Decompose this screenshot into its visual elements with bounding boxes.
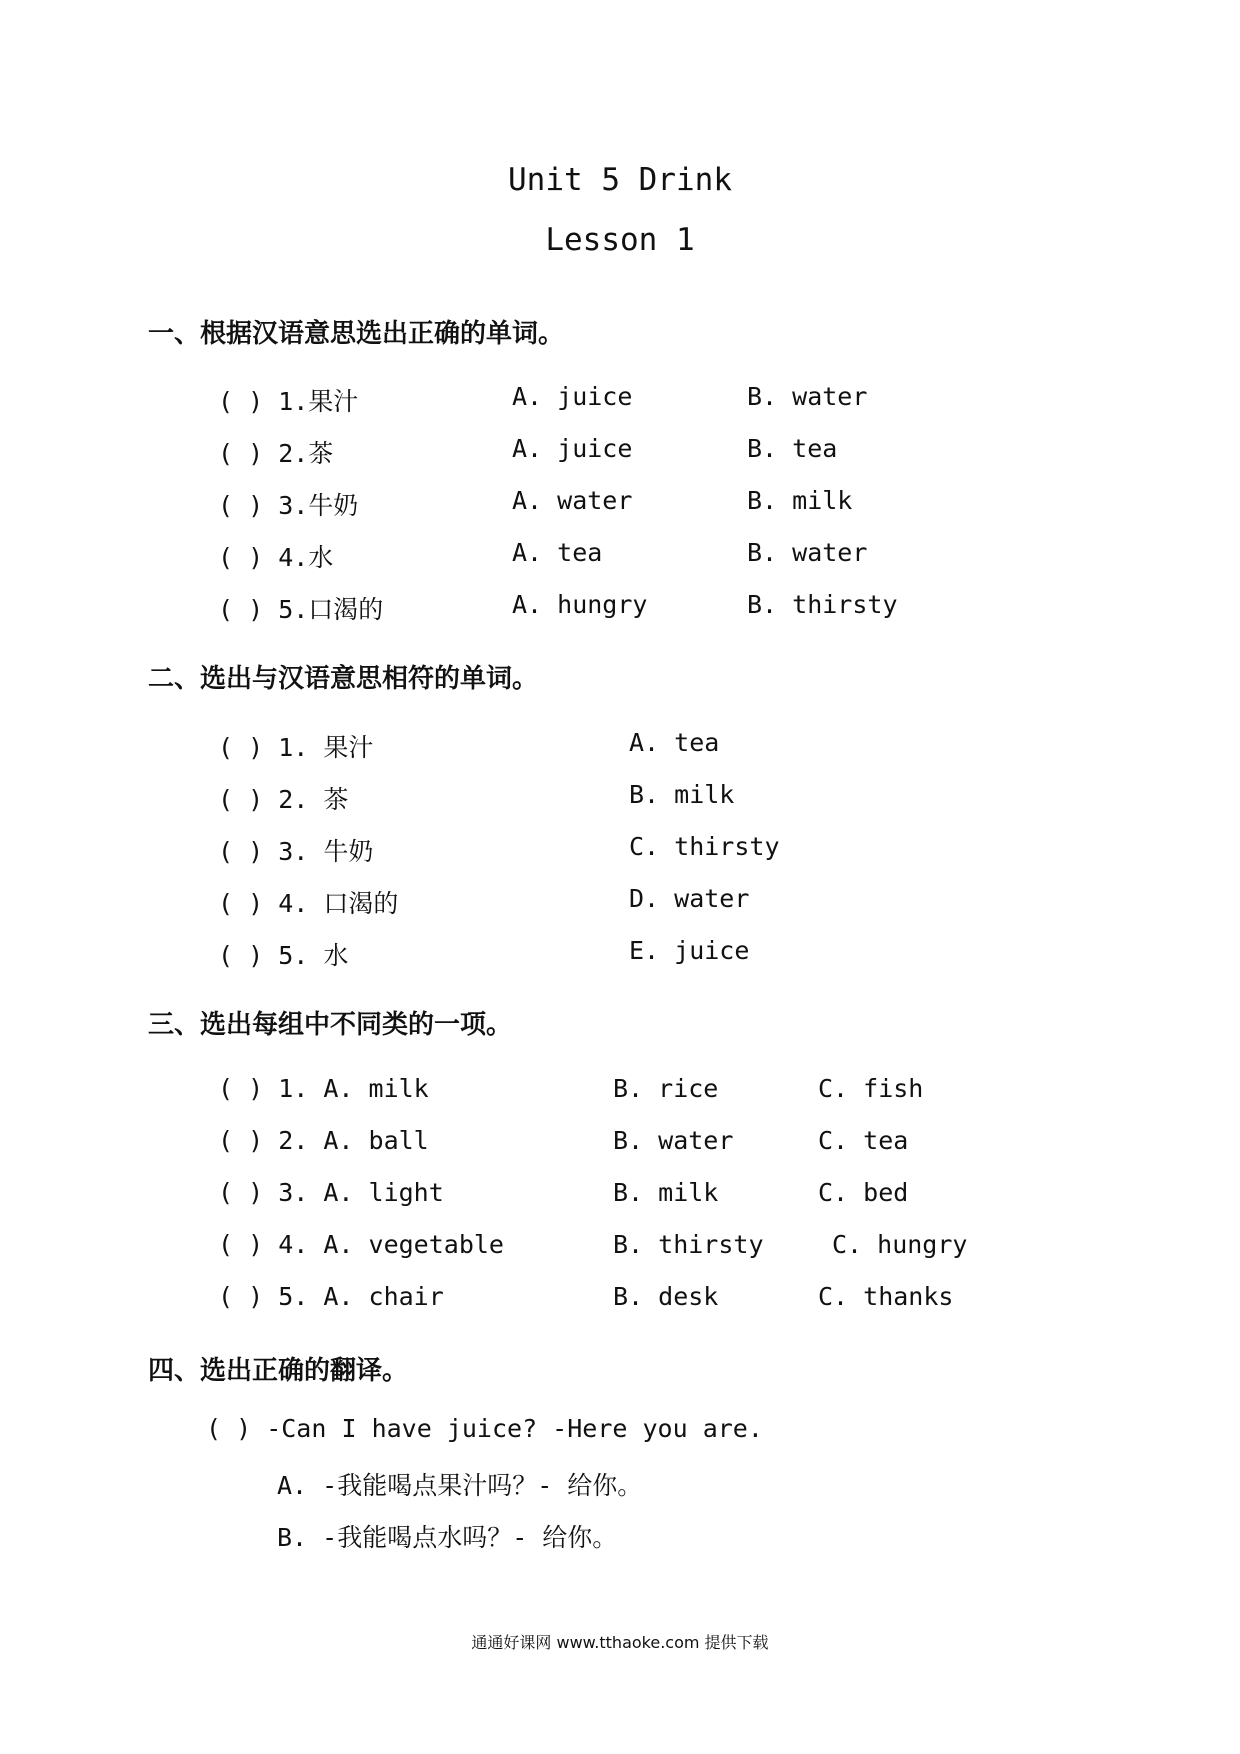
footer-source: 通通好课网 www.tthaoke.com 提供下载 bbox=[471, 1633, 769, 1652]
s1-q4: ( ) 4.水 bbox=[218, 543, 334, 572]
s4-option-b: B. -我能喝点水吗？- 给你。 bbox=[277, 1523, 618, 1552]
s3-q1-c: C. fish bbox=[818, 1074, 924, 1103]
s3-q1: ( ) 1. A. milk bbox=[218, 1074, 429, 1103]
s3-q5-c: C. thanks bbox=[818, 1282, 954, 1311]
s2-q1: ( ) 1. 果汁 bbox=[218, 733, 374, 762]
s4-option-a: A. -我能喝点果汁吗？- 给你。 bbox=[277, 1471, 643, 1500]
s2-opt-a: A. tea bbox=[629, 728, 720, 757]
section-3-heading: 三、选出每组中不同类的一项。 bbox=[148, 1010, 513, 1040]
s1-q1: ( ) 1.果汁 bbox=[218, 387, 359, 416]
s3-q5-b: B. desk bbox=[613, 1282, 719, 1311]
s3-q2: ( ) 2. A. ball bbox=[218, 1126, 429, 1155]
s1-q3: ( ) 3.牛奶 bbox=[218, 491, 359, 520]
page-subtitle: Lesson 1 bbox=[545, 222, 695, 258]
s2-q5: ( ) 5. 水 bbox=[218, 941, 349, 970]
s3-q2-b: B. water bbox=[613, 1126, 734, 1155]
s1-q5-a: A. hungry bbox=[512, 590, 648, 619]
s2-opt-c: C. thirsty bbox=[629, 832, 780, 861]
s3-q3: ( ) 3. A. light bbox=[218, 1178, 444, 1207]
section-2-heading: 二、选出与汉语意思相符的单词。 bbox=[148, 664, 539, 694]
s1-q4-a: A. tea bbox=[512, 538, 603, 567]
s1-q1-a: A. juice bbox=[512, 382, 633, 411]
s2-q2: ( ) 2. 茶 bbox=[218, 785, 349, 814]
s3-q5: ( ) 5. A. chair bbox=[218, 1282, 444, 1311]
s1-q5: ( ) 5.口渴的 bbox=[218, 595, 384, 624]
s3-q2-c: C. tea bbox=[818, 1126, 909, 1155]
s2-opt-b: B. milk bbox=[629, 780, 735, 809]
s3-q1-b: B. rice bbox=[613, 1074, 719, 1103]
s3-q4: ( ) 4. A. vegetable bbox=[218, 1230, 504, 1259]
section-4-heading: 四、选出正确的翻译。 bbox=[148, 1356, 409, 1386]
s3-q4-b: B. thirsty bbox=[613, 1230, 764, 1259]
s4-question: ( ) -Can I have juice? -Here you are. bbox=[206, 1414, 763, 1443]
s2-q3: ( ) 3. 牛奶 bbox=[218, 837, 374, 866]
s2-opt-d: D. water bbox=[629, 884, 750, 913]
s1-q2-b: B. tea bbox=[747, 434, 838, 463]
section-1-heading: 一、根据汉语意思选出正确的单词。 bbox=[148, 319, 565, 349]
s3-q3-b: B. milk bbox=[613, 1178, 719, 1207]
s1-q1-b: B. water bbox=[747, 382, 868, 411]
s1-q3-b: B. milk bbox=[747, 486, 853, 515]
s3-q3-c: C. bed bbox=[818, 1178, 909, 1207]
s2-opt-e: E. juice bbox=[629, 936, 750, 965]
s1-q3-a: A. water bbox=[512, 486, 633, 515]
s1-q5-b: B. thirsty bbox=[747, 590, 898, 619]
s1-q2-a: A. juice bbox=[512, 434, 633, 463]
s1-q4-b: B. water bbox=[747, 538, 868, 567]
s2-q4: ( ) 4. 口渴的 bbox=[218, 889, 399, 918]
s1-q2: ( ) 2.茶 bbox=[218, 439, 334, 468]
s3-q4-c: C. hungry bbox=[832, 1230, 968, 1259]
page-title: Unit 5 Drink bbox=[508, 162, 732, 198]
